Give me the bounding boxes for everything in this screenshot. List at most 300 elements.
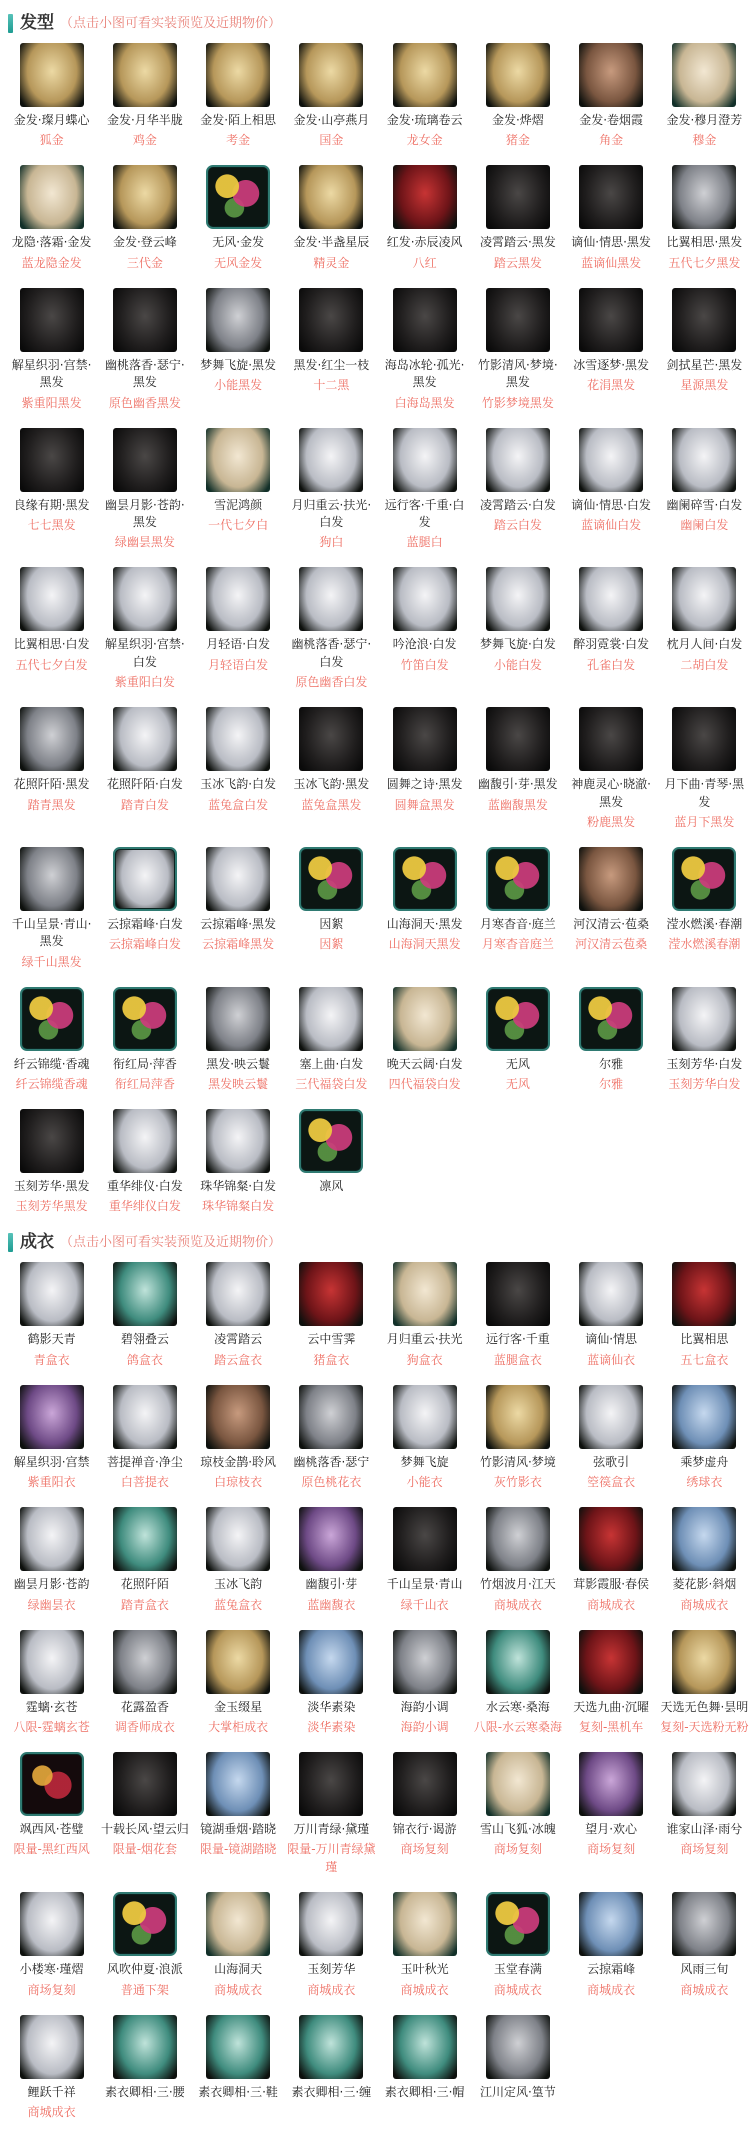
item-cell[interactable]	[286, 707, 377, 813]
item-cell[interactable]	[193, 1752, 284, 1858]
item-cell[interactable]	[472, 428, 563, 534]
item-thumbnail[interactable]	[113, 707, 177, 771]
item-cell[interactable]	[566, 1630, 657, 1736]
item-cell[interactable]	[566, 567, 657, 673]
item-cell[interactable]	[566, 1262, 657, 1368]
item-price-label: 八限-水云寒桑海	[473, 1720, 563, 1735]
item-cell[interactable]	[566, 1892, 657, 1998]
item-thumbnail[interactable]	[486, 288, 550, 352]
item-thumbnail[interactable]	[206, 1385, 270, 1449]
item-cell[interactable]	[566, 1752, 657, 1858]
item-thumbnail[interactable]	[672, 1507, 736, 1571]
item-price-label: 复刻-黑机车	[578, 1720, 644, 1735]
item-thumbnail[interactable]	[299, 707, 363, 771]
item-thumbnail[interactable]	[393, 1262, 457, 1326]
item-price-label: 原色桃花衣	[301, 1475, 362, 1490]
item-thumbnail[interactable]	[579, 428, 643, 492]
item-thumbnail[interactable]	[113, 847, 177, 911]
item-cell[interactable]	[472, 2015, 563, 2101]
item-price-label: 龙女金	[406, 133, 443, 148]
item-thumbnail[interactable]	[113, 288, 177, 352]
item-thumbnail[interactable]	[486, 987, 550, 1051]
item-cell[interactable]	[379, 1630, 470, 1736]
item-cell[interactable]	[193, 1262, 284, 1368]
item-thumbnail[interactable]	[206, 1752, 270, 1816]
item-title: 千山呈景·青山	[386, 1577, 463, 1592]
item-price-label: 绿千山衣	[400, 1597, 449, 1612]
item-cell[interactable]	[6, 1752, 97, 1858]
item-cell[interactable]	[6, 428, 97, 534]
item-thumbnail[interactable]	[20, 1630, 84, 1694]
item-cell[interactable]	[566, 43, 657, 149]
item-cell[interactable]	[472, 567, 563, 673]
item-thumbnail[interactable]	[393, 1385, 457, 1449]
item-cell[interactable]	[99, 428, 190, 552]
item-cell[interactable]	[286, 1109, 377, 1195]
item-thumbnail[interactable]	[486, 1507, 550, 1571]
item-cell[interactable]	[379, 707, 470, 813]
item-title: 凛风	[319, 1179, 344, 1194]
item-cell[interactable]	[99, 1262, 190, 1368]
item-title: 玉刻芳华	[307, 1962, 356, 1977]
item-cell[interactable]	[472, 1752, 563, 1858]
item-thumbnail[interactable]	[299, 1385, 363, 1449]
item-thumbnail[interactable]	[486, 1752, 550, 1816]
item-thumbnail[interactable]	[299, 428, 363, 492]
item-cell[interactable]	[193, 1507, 284, 1613]
item-cell[interactable]	[193, 1630, 284, 1736]
item-cell[interactable]	[6, 1109, 97, 1215]
item-title: 幽桃落香·瑟宁·黑发	[105, 357, 185, 390]
item-cell[interactable]	[6, 43, 97, 149]
item-cell[interactable]	[659, 987, 750, 1093]
item-cell[interactable]	[566, 165, 657, 271]
item-thumbnail[interactable]	[486, 707, 550, 771]
item-thumbnail[interactable]	[206, 987, 270, 1051]
item-title: 菩提禅音·净尘	[106, 1454, 183, 1469]
outfit-header	[8, 1233, 750, 1252]
item-thumbnail[interactable]	[672, 1385, 736, 1449]
item-thumbnail[interactable]	[299, 987, 363, 1051]
item-cell[interactable]	[99, 2015, 190, 2101]
item-price-label: 十二黑	[313, 378, 350, 393]
item-price-label: 因絮	[319, 937, 344, 952]
item-thumbnail[interactable]	[113, 987, 177, 1051]
item-thumbnail[interactable]	[206, 1109, 270, 1173]
item-thumbnail[interactable]	[299, 1630, 363, 1694]
item-title: 山海洞天	[214, 1962, 263, 1977]
item-price-label: 原色幽香白发	[295, 675, 368, 690]
item-thumbnail[interactable]	[579, 567, 643, 631]
item-cell[interactable]	[6, 1262, 97, 1368]
item-title: 素衣卿相·三·腰	[105, 2084, 185, 2099]
item-thumbnail[interactable]	[206, 1892, 270, 1956]
item-thumbnail[interactable]	[20, 1892, 84, 1956]
item-title: 纤云锦缆·香魂	[13, 1056, 90, 1071]
item-title: 衔红局·萍香	[112, 1056, 177, 1071]
item-cell[interactable]	[286, 43, 377, 149]
accent-bar-icon	[8, 1233, 13, 1252]
item-cell[interactable]	[659, 428, 750, 534]
item-cell[interactable]	[99, 1385, 190, 1491]
item-cell[interactable]	[99, 987, 190, 1093]
item-thumbnail[interactable]	[206, 1507, 270, 1571]
item-thumbnail[interactable]	[579, 1892, 643, 1956]
item-thumbnail[interactable]	[113, 428, 177, 492]
item-cell[interactable]	[379, 1262, 470, 1368]
item-thumbnail[interactable]	[486, 847, 550, 911]
item-cell[interactable]	[379, 2015, 470, 2101]
item-thumbnail[interactable]	[20, 1752, 84, 1816]
item-thumbnail[interactable]	[206, 288, 270, 352]
item-thumbnail[interactable]	[393, 1507, 457, 1571]
item-thumbnail[interactable]	[206, 428, 270, 492]
item-price-label: 穆金	[692, 133, 717, 148]
item-thumbnail[interactable]	[579, 288, 643, 352]
item-thumbnail[interactable]	[486, 1262, 550, 1326]
item-cell[interactable]	[379, 1385, 470, 1491]
item-thumbnail[interactable]	[20, 1109, 84, 1173]
item-thumbnail[interactable]	[486, 1892, 550, 1956]
item-cell[interactable]	[193, 1892, 284, 1998]
item-thumbnail[interactable]	[579, 1385, 643, 1449]
item-cell[interactable]	[286, 567, 377, 691]
item-cell[interactable]	[99, 165, 190, 271]
item-thumbnail[interactable]	[20, 987, 84, 1051]
item-thumbnail[interactable]	[486, 165, 550, 229]
item-thumbnail[interactable]	[579, 1507, 643, 1571]
item-cell[interactable]	[193, 428, 284, 534]
item-title: 小楼寒·瑾熠	[19, 1962, 84, 1977]
item-cell[interactable]	[99, 567, 190, 691]
item-cell[interactable]	[6, 987, 97, 1093]
item-thumbnail[interactable]	[299, 1892, 363, 1956]
item-cell[interactable]	[193, 987, 284, 1093]
item-thumbnail[interactable]	[672, 567, 736, 631]
item-cell[interactable]	[566, 428, 657, 534]
item-cell[interactable]	[566, 707, 657, 831]
item-thumbnail[interactable]	[299, 567, 363, 631]
item-cell[interactable]	[6, 165, 97, 271]
item-cell[interactable]	[99, 1109, 190, 1215]
item-cell[interactable]	[6, 847, 97, 971]
item-thumbnail[interactable]	[20, 707, 84, 771]
item-cell[interactable]	[193, 165, 284, 271]
item-thumbnail[interactable]	[579, 1752, 643, 1816]
item-cell[interactable]	[379, 987, 470, 1093]
item-thumbnail[interactable]	[672, 43, 736, 107]
item-thumbnail[interactable]	[579, 987, 643, 1051]
item-thumbnail[interactable]	[393, 2015, 457, 2079]
item-cell[interactable]	[286, 1385, 377, 1491]
item-cell[interactable]	[193, 288, 284, 394]
item-thumbnail[interactable]	[20, 2015, 84, 2079]
item-thumbnail[interactable]	[672, 288, 736, 352]
item-cell[interactable]	[566, 987, 657, 1093]
item-cell[interactable]	[379, 428, 470, 552]
item-thumbnail[interactable]	[393, 987, 457, 1051]
item-thumbnail[interactable]	[113, 43, 177, 107]
item-thumbnail[interactable]	[299, 847, 363, 911]
item-cell[interactable]	[472, 1630, 563, 1736]
item-thumbnail[interactable]	[299, 1109, 363, 1173]
item-thumbnail[interactable]	[393, 288, 457, 352]
item-price-label: 限量-万川青绿黛瑾	[287, 1842, 376, 1875]
item-thumbnail[interactable]	[393, 1752, 457, 1816]
item-cell[interactable]	[566, 1385, 657, 1491]
item-price-label: 蓝兔盒黑发	[301, 797, 362, 812]
item-title: 金发·琉璃卷云	[386, 113, 463, 127]
item-thumbnail[interactable]	[579, 1630, 643, 1694]
item-thumbnail[interactable]	[299, 1262, 363, 1326]
item-thumbnail[interactable]	[113, 1630, 177, 1694]
item-cell[interactable]	[379, 1752, 470, 1858]
item-cell[interactable]	[6, 288, 97, 412]
item-thumbnail[interactable]	[486, 567, 550, 631]
item-cell[interactable]	[472, 847, 563, 953]
item-cell[interactable]	[193, 2015, 284, 2101]
item-thumbnail[interactable]	[579, 707, 643, 771]
item-title: 河汉清云·苞桑	[573, 916, 650, 931]
item-price-label: 小能白发	[493, 657, 542, 672]
item-cell[interactable]	[659, 1630, 750, 1736]
item-cell[interactable]	[99, 43, 190, 149]
item-cell[interactable]	[99, 847, 190, 953]
item-cell[interactable]	[472, 1262, 563, 1368]
item-thumbnail[interactable]	[579, 847, 643, 911]
item-thumbnail[interactable]	[113, 567, 177, 631]
item-thumbnail[interactable]	[206, 567, 270, 631]
item-thumbnail[interactable]	[393, 567, 457, 631]
item-thumbnail[interactable]	[672, 1752, 736, 1816]
item-thumbnail[interactable]	[672, 1262, 736, 1326]
item-thumbnail[interactable]	[113, 165, 177, 229]
item-thumbnail[interactable]	[20, 1507, 84, 1571]
item-cell[interactable]	[6, 707, 97, 813]
item-cell[interactable]	[286, 847, 377, 953]
item-price-label: 精灵金	[313, 255, 350, 270]
item-title: 碧翎叠云	[120, 1332, 169, 1347]
item-cell[interactable]	[659, 43, 750, 149]
item-thumbnail[interactable]	[393, 165, 457, 229]
item-cell[interactable]	[472, 43, 563, 149]
item-price-label: 普通下架	[120, 1982, 169, 1997]
item-cell[interactable]	[659, 288, 750, 394]
item-cell[interactable]	[193, 1385, 284, 1491]
item-cell[interactable]	[659, 847, 750, 953]
item-cell[interactable]	[193, 567, 284, 673]
item-thumbnail[interactable]	[20, 567, 84, 631]
item-thumbnail[interactable]	[20, 43, 84, 107]
item-thumbnail[interactable]	[299, 288, 363, 352]
item-cell[interactable]	[379, 165, 470, 271]
item-thumbnail[interactable]	[486, 43, 550, 107]
item-thumbnail[interactable]	[672, 987, 736, 1051]
item-title: 月下曲·青琴·黑发	[664, 777, 745, 809]
item-price-label: 无风	[505, 1077, 530, 1092]
item-title: 素衣卿相·三·鞋	[198, 2084, 278, 2099]
item-cell[interactable]	[472, 1385, 563, 1491]
item-title: 月轻语·白发	[206, 637, 271, 652]
item-cell[interactable]	[659, 1892, 750, 1998]
item-cell[interactable]	[472, 1892, 563, 1998]
item-cell[interactable]	[99, 1630, 190, 1736]
item-thumbnail[interactable]	[113, 1507, 177, 1571]
item-price-label: 紫重阳黑发	[21, 395, 82, 410]
item-thumbnail[interactable]	[20, 1385, 84, 1449]
item-thumbnail[interactable]	[206, 1630, 270, 1694]
item-thumbnail[interactable]	[113, 2015, 177, 2079]
item-title: 玉冰飞韵·白发	[200, 777, 277, 792]
item-cell[interactable]	[379, 1892, 470, 1998]
item-price-label: 衔红局萍香	[114, 1077, 175, 1092]
item-price-label: 踏青黑发	[27, 797, 76, 812]
item-cell[interactable]	[472, 288, 563, 412]
item-cell[interactable]	[286, 165, 377, 271]
item-thumbnail[interactable]	[206, 2015, 270, 2079]
item-cell[interactable]	[6, 1385, 97, 1491]
item-cell[interactable]	[286, 1262, 377, 1368]
item-thumbnail[interactable]	[672, 1630, 736, 1694]
item-cell[interactable]	[286, 1507, 377, 1613]
item-thumbnail[interactable]	[393, 1630, 457, 1694]
item-title: 海岛冰轮·孤光·黑发	[384, 357, 465, 390]
item-thumbnail[interactable]	[393, 43, 457, 107]
item-cell[interactable]	[99, 1507, 190, 1613]
item-thumbnail[interactable]	[113, 1385, 177, 1449]
item-cell[interactable]	[99, 288, 190, 412]
item-thumbnail[interactable]	[486, 1630, 550, 1694]
item-thumbnail[interactable]	[206, 43, 270, 107]
item-thumbnail[interactable]	[486, 2015, 550, 2079]
item-thumbnail[interactable]	[20, 165, 84, 229]
item-cell[interactable]	[286, 428, 377, 552]
item-thumbnail[interactable]	[20, 847, 84, 911]
item-cell[interactable]	[286, 1752, 377, 1876]
item-thumbnail[interactable]	[113, 1752, 177, 1816]
item-price-label: 幽阑白发	[680, 517, 729, 532]
item-cell[interactable]	[472, 165, 563, 271]
item-cell[interactable]	[659, 1507, 750, 1613]
item-thumbnail[interactable]	[299, 2015, 363, 2079]
item-thumbnail[interactable]	[393, 847, 457, 911]
item-cell[interactable]	[566, 847, 657, 953]
item-title: 风吹仲夏·浪派	[106, 1962, 183, 1977]
item-thumbnail[interactable]	[672, 1892, 736, 1956]
item-thumbnail[interactable]	[486, 1385, 550, 1449]
item-price-label: 商城成衣	[493, 1597, 542, 1612]
item-cell[interactable]	[472, 987, 563, 1093]
item-thumbnail[interactable]	[672, 707, 736, 771]
item-thumbnail[interactable]	[206, 847, 270, 911]
item-cell[interactable]	[6, 1630, 97, 1736]
item-cell[interactable]	[193, 43, 284, 149]
item-cell[interactable]	[379, 1507, 470, 1613]
item-price-label: 星源黑发	[680, 378, 729, 393]
item-thumbnail[interactable]	[393, 428, 457, 492]
item-cell[interactable]	[99, 1752, 190, 1858]
item-cell[interactable]	[193, 1109, 284, 1215]
item-cell[interactable]	[659, 1262, 750, 1368]
item-thumbnail[interactable]	[20, 428, 84, 492]
item-title: 黑发·映云鬟	[206, 1056, 271, 1071]
item-title: 竹烟波月·江天	[479, 1577, 556, 1592]
item-cell[interactable]	[286, 2015, 377, 2101]
item-title: 茸影霞服·春侯	[573, 1577, 650, 1592]
item-cell[interactable]	[6, 567, 97, 673]
item-thumbnail[interactable]	[206, 1262, 270, 1326]
item-thumbnail[interactable]	[20, 1262, 84, 1326]
item-cell[interactable]	[659, 1752, 750, 1858]
item-price-label: 限量-黑红西风	[13, 1842, 90, 1857]
item-cell[interactable]	[379, 288, 470, 412]
item-thumbnail[interactable]	[206, 707, 270, 771]
item-title: 吟沧浪·白发	[392, 637, 457, 652]
item-thumbnail[interactable]	[113, 1892, 177, 1956]
item-cell[interactable]	[193, 707, 284, 813]
item-cell[interactable]	[99, 1892, 190, 1998]
item-cell[interactable]	[286, 1630, 377, 1736]
item-thumbnail[interactable]	[299, 165, 363, 229]
item-cell[interactable]	[6, 2015, 97, 2121]
item-cell[interactable]	[566, 1507, 657, 1613]
item-cell[interactable]	[99, 707, 190, 813]
item-thumbnail[interactable]	[486, 428, 550, 492]
item-title: 素衣卿相·三·帽	[384, 2084, 465, 2099]
item-thumbnail[interactable]	[393, 707, 457, 771]
item-thumbnail[interactable]	[299, 43, 363, 107]
item-cell[interactable]	[472, 707, 563, 813]
item-title: 水云寒·桑海	[485, 1699, 550, 1714]
item-cell[interactable]	[379, 567, 470, 673]
item-thumbnail[interactable]	[113, 1262, 177, 1326]
item-thumbnail[interactable]	[393, 1892, 457, 1956]
item-thumbnail[interactable]	[579, 165, 643, 229]
item-thumbnail[interactable]	[672, 847, 736, 911]
item-cell[interactable]	[379, 43, 470, 149]
item-cell[interactable]	[659, 165, 750, 271]
item-price-label: 考金	[226, 133, 251, 148]
item-price-label: 紫重阳白发	[114, 675, 175, 690]
item-cell[interactable]	[379, 847, 470, 953]
item-thumbnail[interactable]	[672, 428, 736, 492]
item-cell[interactable]	[286, 1892, 377, 1998]
item-cell[interactable]	[6, 1892, 97, 1998]
item-price-label: 三代金	[126, 255, 163, 270]
item-thumbnail[interactable]	[299, 1507, 363, 1571]
item-thumbnail[interactable]	[20, 288, 84, 352]
item-thumbnail[interactable]	[299, 1752, 363, 1816]
item-thumbnail[interactable]	[672, 165, 736, 229]
item-price-label: 商场复刻	[493, 1842, 542, 1857]
item-title: 金发·登云峰	[112, 235, 177, 250]
item-thumbnail[interactable]	[206, 165, 270, 229]
item-title: 雪泥鸿颜	[214, 497, 263, 512]
item-cell[interactable]	[566, 288, 657, 394]
item-title: 冰雪逐梦·黑发	[573, 357, 650, 372]
item-cell[interactable]	[472, 1507, 563, 1613]
item-cell[interactable]	[659, 707, 750, 831]
item-cell[interactable]	[193, 847, 284, 953]
item-cell[interactable]	[286, 288, 377, 394]
item-thumbnail[interactable]	[579, 1262, 643, 1326]
item-thumbnail[interactable]	[579, 43, 643, 107]
item-thumbnail[interactable]	[113, 1109, 177, 1173]
item-cell[interactable]	[6, 1507, 97, 1613]
item-cell[interactable]	[286, 987, 377, 1093]
item-cell[interactable]	[659, 1385, 750, 1491]
item-cell[interactable]	[659, 567, 750, 673]
